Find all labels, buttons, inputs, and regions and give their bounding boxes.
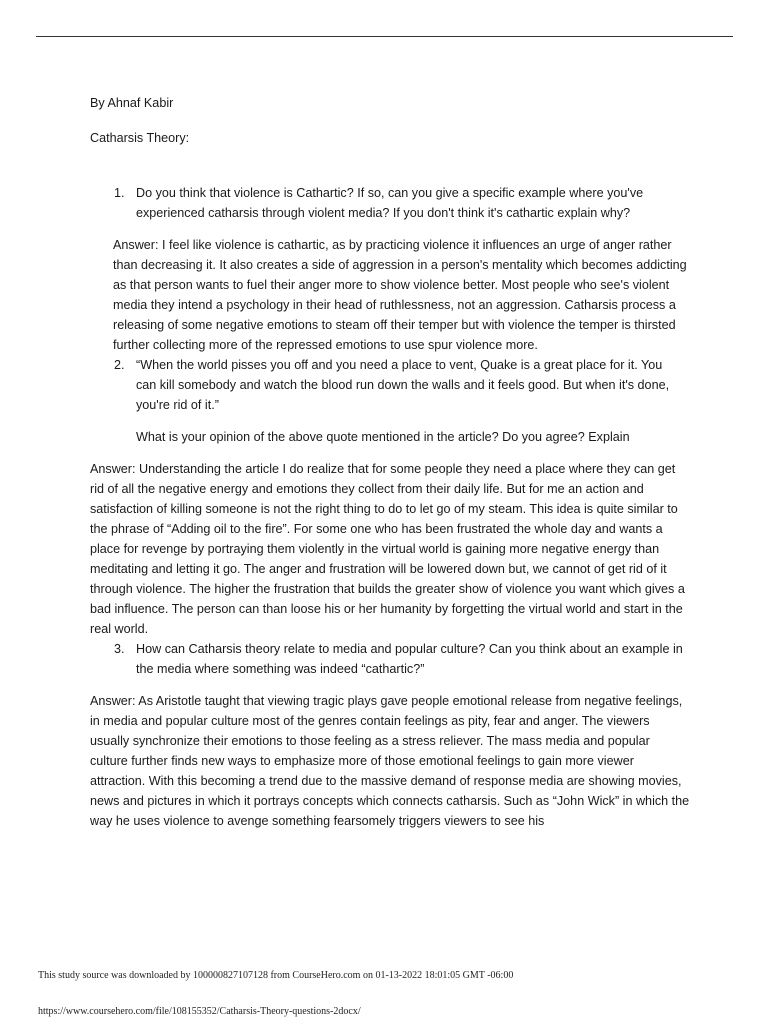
question-2-number: 2. (114, 358, 125, 372)
question-1 (90, 183, 690, 223)
question-2-text: “When the world pisses you off and you need a place to vent, Quake is a great place for it. You can kill somebody and watch the blood run down the walls and it feels good. But when it's done, you're rid of it.” (136, 358, 670, 412)
source-url: https://www.coursehero.com/file/108155352/Catharsis-Theory-questions-2docx/ (38, 1006, 361, 1017)
document-body (90, 93, 690, 831)
question-2-prompt: What is your opinion of the above quote mentioned in the article? Do you agree? Explain (136, 430, 630, 444)
question-2 (90, 355, 690, 415)
question-1-number: 1. (114, 186, 125, 200)
question-1-text: Do you think that violence is Cathartic? If so, can you give a specific example where you've experienced catharsis through violent media? If you don't think it's cathartic explain why? (136, 186, 644, 220)
question-3-number: 3. (114, 642, 125, 656)
author-line: By Ahnaf Kabir (90, 96, 174, 110)
document-heading: Catharsis Theory: (90, 131, 190, 145)
answer-2: Answer: Understanding the article I do realize that for some people they need a place where they can get rid of all the negative energy and emotions they collect from their daily life. But for me an action and satisfaction of killing someone is not the right thing to do to let go of my steam. This idea is quite similar to the phrase of “Adding oil to the fire”. For some one who has been frustrated the whole day and wants a place for revenge by portraying them violently in the virtual world is gaining more negative energy than meditating and letting it go. The anger and frustration will be lowered down but, we cannot of get rid of it through violence. The higher the frustration that builds the greater show of violence you want which gives a bad influence. The person can than loose his or her humanity by forgetting the virtual world and start in the real world. (90, 462, 685, 636)
top-divider (36, 36, 733, 37)
question-3-text: How can Catharsis theory relate to media and popular culture? Can you think about an example in the media where something was indeed “cathartic?” (136, 642, 683, 676)
answer-3: Answer: As Aristotle taught that viewing tragic plays gave people emotional release from negative feelings, in media and popular culture most of the genres contain feelings as pity, fear and anger. The viewers usually synchronize their emotions to those feeling as a stress reliever. The mass media and popular culture further finds new ways to emphasize more of those emotional feelings to gain more viewer attraction. With this becoming a trend due to the massive demand of response media are showing movies, news and pictures in which it portrays concepts which connects catharsis. Such as “John Wick” in which the way he uses violence to avenge something fearsomely triggers viewers to see his (90, 694, 690, 828)
download-source-note: This study source was downloaded by 100000827107128 from CourseHero.com on 01-13-2022 18:01:05 GMT -06:00 (38, 970, 514, 981)
question-3 (90, 639, 690, 679)
answer-1: Answer: I feel like violence is cathartic, as by practicing violence it influences an urge of anger rather than decreasing it. It also creates a side of aggression in a person's mentality which becomes addicting as that person wants to fuel their anger more to show violence better. Most people who see's violent media they intend a psychology in their head of ruthlessness, not an aggression. Catharsis process a releasing of some negative emotions to steam off their temper but with violence the temper is thirsted further collecting more of the repressed emotions to use spur violence more. (113, 238, 687, 352)
